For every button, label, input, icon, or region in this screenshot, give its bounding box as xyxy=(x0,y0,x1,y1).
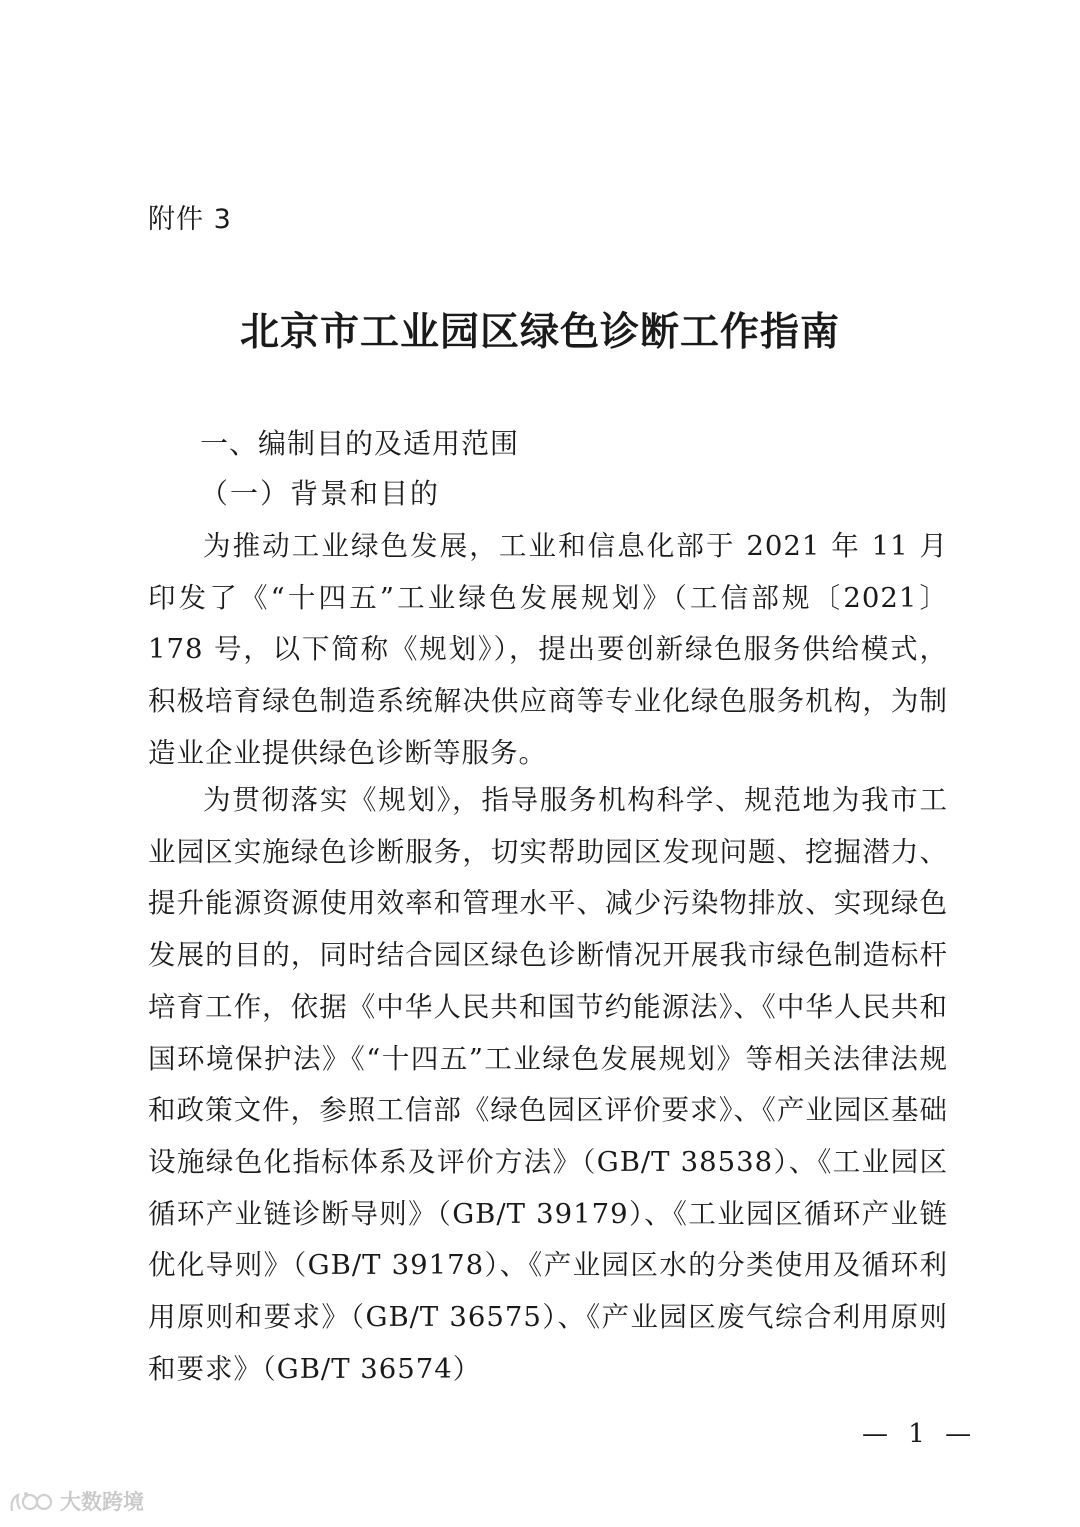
watermark-text: 大数跨境 xyxy=(60,1490,144,1514)
attachment-label: 附件 3 xyxy=(148,204,232,235)
watermark-logo-icon xyxy=(8,1489,54,1515)
page-number: — 1 — xyxy=(862,1419,978,1449)
document-title: 北京市工业园区绿色诊断工作指南 xyxy=(239,309,840,355)
watermark xyxy=(8,1487,144,1517)
subsection-heading: （一）背景和目的 xyxy=(200,477,441,510)
body-paragraph: 为贯彻落实《规划》，指导服务机构科学、规范地为我市工业园区实施绿色诊断服务，切实帮助园区发现问题、挖掘潜力、提升能源资源使用效率和管理水平、减少污染物排放、实现绿色发展的目的，同时结合园区绿色诊断情况开展我市绿色制造标杆培育工作，依据《中华人民共和国节约能源法》、《中华人民共和国环境保护法》《“十四五”工业绿色发展规划》等相关法律法规和政策文件，参照工信部《绿色园区评价要求》、《产业园区基础设施绿色化指标体系及评价方法》（GB/T 38538）、《工业园区循环产业链诊断导则》（GB/T 39179）、《工业园区循环产业链优化导则》（GB/T 39178）、《产业园区水的分类使用及循环利用原则和要求》（GB/T 36575）、《产业园区废气综合利用原则和要求》（GB/T 36574） xyxy=(148,784,948,1385)
section-heading: 一、编制目的及适用范围 xyxy=(200,427,520,460)
body-paragraph: 为推动工业绿色发展，工业和信息化部于 2021 年 11 月印发了《“十四五”工业绿色发展规划》（工信部规〔2021〕178 号，以下简称《规划》），提出要创新绿色服务供给模式，积极培育绿色制造系统解决供应商等专业化绿色服务机构，为制造业企业提供绿色诊断等服务。 xyxy=(148,530,948,769)
